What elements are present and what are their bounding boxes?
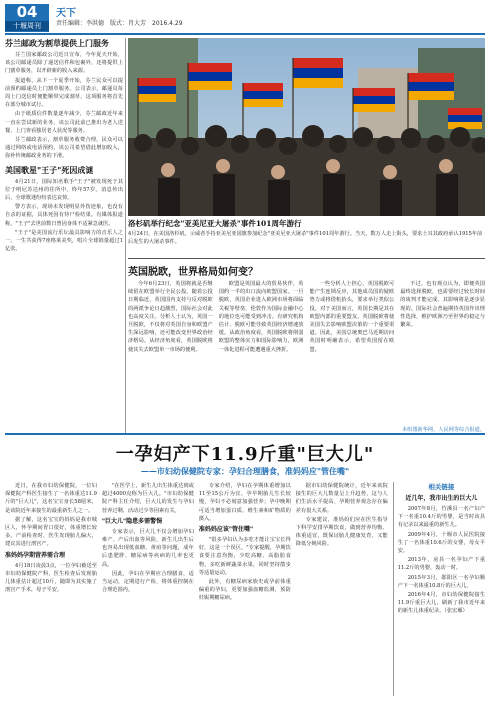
lower-subheading: "巨大儿"隐患多需警惕 (101, 517, 163, 525)
story1-paragraph: 芬兰邮政表示，割草服务收费合理，民众可以通过网络或电话预约。该公司希望借此增加收入，弥补传统邮政业务的下滑。 (5, 137, 123, 160)
commentary-body (128, 280, 485, 426)
sidebar-paragraph: 2007年8月，竹溪县一名产妇产下一名重10.4斤的男婴，是当时该县有记录以来最重的新生儿。 (397, 506, 485, 529)
lower-paragraph: "在医学上，新生儿出生体重达到或超过4000克称为巨大儿。"市妇幼保健院产科主任介绍，巨大儿的发生与孕妇营养过剩、活动过少等因素有关。 (101, 483, 194, 514)
lower-subheadline: ——市妇幼保健院专家：孕妇合理膳食，准妈妈应"管住嘴" (140, 466, 350, 476)
section-divider (5, 433, 485, 435)
photo-caption-block (128, 216, 485, 260)
protest-photo-illustration (128, 38, 485, 216)
story1-paragraph: 芬兰国家邮政公司近日宣布，今年夏天开始，该公司邮递员除了递送信件和包裹外，还将提供上门割草服务，以开辟新的收入来源。 (5, 52, 123, 75)
commentary-column: 一些分析人士担心，英国脱欧可能产生连锁反应，其他成员国的疑欧势力或将借机抬头，要求举行类似公投。对于美国而言，英国长期是其在欧盟内部的重要盟友，英国脱欧将使美国失去影响欧盟决策的一个重要渠道。因此，美国总统奥巴马近期访问英国时明确表示，希望英国留在欧盟。 (309, 281, 395, 353)
sidebar-paragraph: 2009年4月，十堰市人民医院接生了一名体重10.6斤的女婴，母女平安。 (397, 531, 485, 555)
lower-subheading: 准妈妈孕期营养需合理 (5, 551, 66, 559)
lower-paragraph: 4月18日凌晨3点，一位孕妇被送至市妇幼保健院产科，医生检查后发现胎儿体重估计超过10斤，随即为其实施了剖宫产手术，母子平安。 (5, 562, 97, 594)
related-links-sidebar (393, 482, 485, 696)
editor-line: 责任编辑：李洪德 版式：肖大芳 2016.4.29 (56, 20, 183, 27)
lower-paragraph: 专家表示，巨大儿不仅会增加孕妇难产、产后出血等风险，新生儿出生后也容易出现低血糖、黄疸等问题，成年后患肥胖、糖尿病等疾病的几率也更高。 (101, 528, 194, 568)
commentary-column: 不过，也有观点认为，即便英国最终选择脱欧，也需要经过较长时间的谈判才能完成，其影响将是逐步显现的。国际社会普遍期待英国作出理性选择，维护欧洲乃至世界的稳定与繁荣。 (400, 281, 485, 329)
masthead (0, 0, 490, 34)
sidebar-paragraph: 2013年，房县一名孕妇产下重11.2斤的男婴，轰动一时。 (397, 557, 485, 572)
paper-name: 十堰周刊 (5, 21, 49, 31)
lower-paragraph: 近日，在我市妇幼保健院，一位妇保健院产科医生接生了一名体重达11.9斤的"巨大儿"，这名宝宝身长58厘米，是该院近年来接生的最重新生儿之一。 (5, 483, 97, 514)
sidebar-title: 相关链接 (428, 483, 455, 491)
lower-column (5, 482, 97, 696)
lower-subheading: 准妈妈应该"管住嘴" (198, 526, 254, 534)
caption-rule (128, 258, 485, 259)
commentary-column: 欧盟是英国最大的贸易伙伴，英国约一半的出口流向欧盟国家。一旦脱欧，英国企业进入欧洲市场将面临关税等壁垒，伦敦作为国际金融中心的地位也可能受到冲击。有研究机构估计，脱欧可能导致英国经济增速放缓。从政治角度看，英国脱欧将削弱欧盟的整体实力和国际影响力，欧洲一体化进程可能遭遇重大挫折。 (218, 281, 304, 353)
commentary-headline: 英国脱欧，世界格局如何变？ (128, 267, 258, 278)
left-column (5, 38, 123, 433)
page-number: 04 (16, 3, 38, 21)
story2-paragraph: 4月21日，国际知名歌手"王子"被发现死于其位于明尼苏达州的住所中，终年57岁。消息传出后，全球歌迷纷纷表达哀悼。 (5, 178, 123, 202)
photo-caption: 4月24日，在美国洛杉矶，示威者手持亚美尼亚国旗参加纪念"亚美尼亚大屠杀"事件101周年游行。当天，数万人走上街头，要求土耳其政府承认1915年前后发生的大屠杀事件。 (128, 231, 483, 245)
source-note: 本组图新华网、人民网等综合报道。 (401, 427, 485, 433)
section-name: 天下 (56, 8, 76, 19)
story2-paragraph: "王子"是美国流行乐坛最具影响力的音乐人之一，一生共获得7座格莱美奖，唱片全球销量超过1亿张。 (5, 229, 123, 253)
lower-column (102, 482, 194, 696)
story1-headline: 芬兰邮政为割草提供上门服务 (5, 38, 109, 48)
story2-paragraph: 警方表示，现场未发现明显外伤迹象，也没有自杀的证据，具体死因有待尸检结果。有媒体报道称，"王子"去世前数日曾因身体不适紧急就医。 (5, 204, 123, 227)
story1-paragraph: 报道称，从下一个夏季开始，芬兰民众可以提前预约邮递员上门割草服务。公司表示，邮递员每周上门送信时便能顺带完成割草，这项服务将首先在部分城市试行。 (5, 77, 123, 109)
masthead-rule (5, 33, 485, 35)
commentary-column: 今年6月23日，英国将就是否继续留在欧盟举行全民公投。随着公投日期临近，英国国内支持与反对脱欧的两派争论日趋激烈，国际社会对此也高度关注。分析人士认为，英国一旦脱欧，不仅将对英国自身和欧盟产生深远影响，还可能改变世界政治经济格局。从经济角度看，英国脱欧将使其失去欧盟单一市场的便利。 (128, 281, 213, 353)
lower-paragraph: 专家介绍，孕妇在孕期体重增加以11至15公斤为宜。孕早期胎儿生长较慢，孕妇不必刻意加强营养；孕中晚期可适当增加蛋白质、维生素和矿物质的摄入。 (198, 483, 291, 522)
lower-story-body (5, 482, 485, 696)
lower-paragraph: 因此，孕妇在孕期应合理膳食，适当运动，定期进行产检，将体重控制在合理范围内。 (101, 570, 194, 594)
lower-column (199, 482, 291, 696)
sidebar-paragraph: 2016年4月，市妇幼保健院接生11.9斤重巨大儿，刷新了我市近年来的新生儿体重纪录。（张宏雁） (397, 592, 485, 615)
story1-paragraph: 由于纸质信件数量逐年减少，芬兰邮政近年来一直在尝试新的业务。该公司此前已推出为老人送餐、上门查看独居老人状况等服务。 (5, 111, 123, 134)
lower-paragraph: "很多孕妇认为多吃才能让宝宝长得好，这是一个误区。"专家提醒，孕期饮食要注意均衡，少吃高糖、高脂肪食物，多吃新鲜蔬菜水果，同时坚持散步等适量运动。 (198, 537, 291, 576)
lower-column (296, 482, 388, 696)
sidebar-paragraph: 2015年3月，郧阳区一名孕妇顺产下一名体重10.8斤的巨大儿。 (397, 574, 485, 589)
lower-paragraph: 据市妇幼保健院统计，近年来该院接生的巨大儿数量呈上升趋势，这与人们生活水平提高、孕期营养观念存在偏差有很大关系。 (295, 483, 388, 514)
sidebar-subtitle: 近几年，我市出生的巨大儿 (405, 495, 478, 502)
photo-title: 洛杉矶举行纪念"亚美尼亚大屠杀"事件101周年游行 (128, 219, 302, 228)
column-rule (125, 38, 126, 433)
protest-photo (128, 38, 485, 216)
lower-paragraph: 专家建议，准妈妈们应在医生指导下科学安排孕期饮食，做到营养均衡、体重适宜，既保证胎儿健康发育，又能降低分娩风险。 (295, 516, 388, 548)
story2-headline: 美国歌星"王子"死因成谜 (5, 164, 94, 175)
lower-paragraph: 据了解，这名宝宝的妈妈是我市城区人，怀孕期间胃口很好，体重增长较多。产前检查时，医生发现胎儿偏大，建议其进行剖宫产。 (5, 516, 97, 548)
page-badge (5, 4, 49, 32)
lower-paragraph: 此外，有糖尿病家族史或孕前体重偏重的孕妇，更要加强血糖监测，预防妊娠期糖尿病。 (198, 579, 291, 602)
lower-headline: 一孕妇产下11.9斤重"巨大儿" (115, 444, 375, 465)
